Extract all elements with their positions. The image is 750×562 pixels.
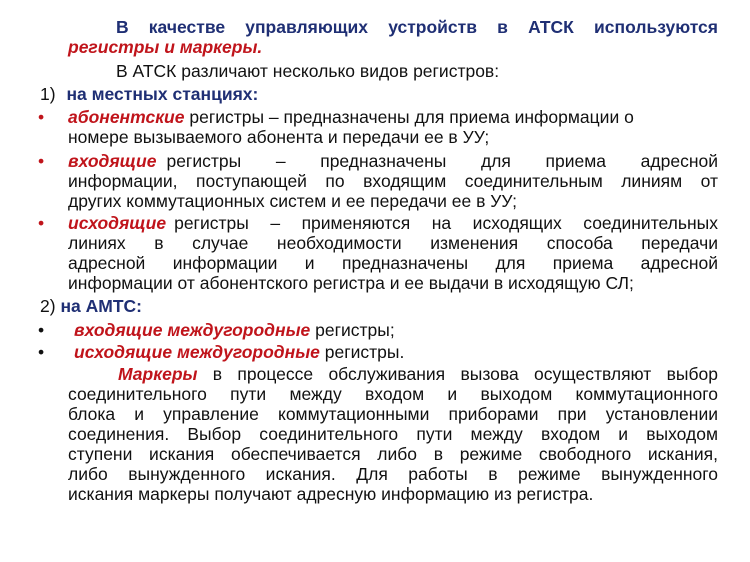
term-vkhodyashchie-mg: входящие междугородные [74,320,311,340]
term-iskhodyashchie: исходящие [68,213,167,233]
markers-line: соединения. Выбор соединительного пути между входом и выходом [68,424,718,444]
intro-line-1 [116,17,718,37]
list-item-vkhodyashchie [68,151,718,171]
list-item-iskhodyashchie [68,213,718,233]
list-item-line: регистры – предназначены для приема информации о [189,107,634,127]
section2-heading [40,296,142,316]
term-markery: Маркеры [118,364,198,384]
section2-number: 2) [40,296,56,316]
markers-line: соединительного пути между входом и выходом коммутационного [68,384,718,404]
markers-line: ступени искания обеспечивается либо в режиме свободного искания, [68,444,718,464]
intro-line-2: регистры и маркеры. [68,37,263,57]
list-item-line: линиях в случае необходимости изменения способа передачи [68,233,718,253]
markers-line: блока и управление коммутационными приборами при установлении [68,404,718,424]
list-item-line: информации, поступающей по входящим соединительным линиям от [68,171,718,191]
markers-line: искания маркеры получают адресную информацию из регистра. [68,484,594,504]
term-abonentskie: абонентские [68,107,185,127]
section1-number: 1) [40,84,56,104]
bullet-marker: • [38,213,45,233]
section2-title: АМТС: [85,296,142,316]
markers-line: либо вынужденного искания. Для работы в режиме вынужденного [68,464,718,484]
list-item-abonentskie [68,107,634,127]
term-vkhodyashchie: входящие [68,151,157,171]
list-item-line: регистры – применяются на исходящих соединительных [174,213,718,233]
list-item-line: информации от абонентского регистра и ее выдачи в исходящую СЛ; [68,273,634,293]
section2-prefix: на [60,296,81,316]
list-item-line: других коммутационных систем и ее передачи ее в УУ; [68,191,517,211]
bullet-marker: • [38,107,45,127]
intro-text: В качестве управляющих устройств в АТСК используются [116,17,718,37]
list-item-vkhodyashchie-mg [74,320,395,340]
list-item-line: регистры; [315,320,395,340]
list-item-line: регистры. [324,342,405,362]
list-item-line: адресной информации и предназначены для приема адресной [68,253,718,273]
list-item-line: номере вызываемого абонента и передачи ее в УУ; [68,127,490,147]
bullet-marker: • [38,320,45,340]
list-item-iskhodyashchie-mg [74,342,404,362]
section1-heading [40,84,258,104]
section1-title: на местных станциях: [66,84,259,104]
intro-line-3: В АТСК различают несколько видов регистров: [116,61,500,81]
bullet-marker: • [38,151,45,171]
markers-text: в процессе обслуживания вызова осуществляют выбор [212,364,718,384]
bullet-marker: • [38,342,45,362]
list-item-line: регистры – предназначены для приема адресной [166,151,718,171]
term-iskhodyashchie-mg: исходящие междугородные [74,342,320,362]
markers-first-line [118,364,718,384]
